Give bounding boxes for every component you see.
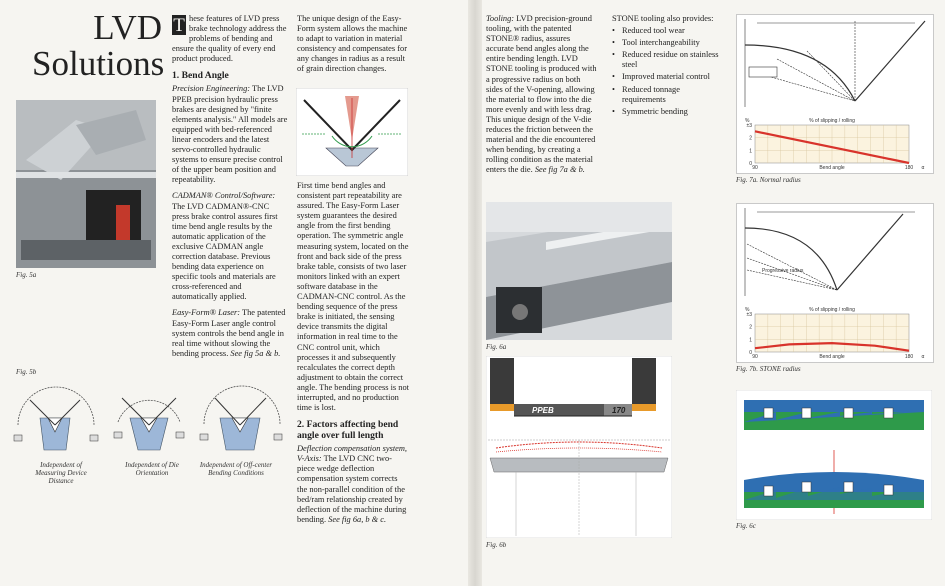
- column-1: [172, 14, 288, 365]
- deflection-paragraph: Deflection compensation system, V-Axis: The LVD CNC two-piece wedge deflection compensation system corrects the non-parallel condition of the bed/ram relationship created by deflection of the machine during bending. See fig 6a, b & c.: [297, 444, 408, 524]
- intro-paragraph: T hese features of LVD press brake technology address the problems of bending and ensure the quality of every end product produced.: [172, 14, 287, 64]
- y-tick-label: 1: [749, 148, 752, 155]
- list-item: • Reduced tonnage requirements: [612, 85, 722, 105]
- fig-6c-caption: Fig. 6c: [736, 522, 756, 530]
- progressive-radius-label: Progressive radius: [762, 268, 804, 274]
- x-axis-label: Bend angle: [819, 165, 845, 171]
- column-3: [486, 14, 598, 182]
- plot-area: [745, 118, 925, 171]
- easyform-paragraph: Easy-Form® Laser: The patented Easy-Form Laser angle control system controls the bend angle in real time without slowing the bending process. See fig 5a & b.: [172, 308, 286, 358]
- plot-area: [745, 307, 925, 360]
- fig-5a-photo: [16, 100, 156, 268]
- page-title: LVD Solutions: [32, 8, 165, 83]
- fig-7b-geometry: [745, 208, 915, 296]
- fig-6b-diagram: [486, 356, 672, 538]
- alpha-label: α: [921, 165, 925, 171]
- alpha-label: α: [921, 354, 925, 360]
- fig-6a-photo: [486, 202, 672, 340]
- fig-7b-chart: [736, 203, 934, 363]
- page-gutter: [468, 0, 482, 586]
- x-tick-label: 90: [752, 165, 758, 171]
- dropcap: T: [173, 15, 185, 36]
- list-item: • Reduced tool wear: [612, 26, 722, 36]
- x-tick-label: 90: [752, 354, 758, 360]
- column-2-top: [297, 14, 409, 81]
- fig-7a-chart: [736, 14, 934, 174]
- y-tick-label: 1: [749, 337, 752, 344]
- y-tick-label: 0: [749, 350, 752, 356]
- list-item: • Reduced residue on stainless steel: [612, 50, 722, 70]
- list-item: • Tool interchangeability: [612, 38, 722, 48]
- x-tick-label: 180: [904, 354, 914, 360]
- fig-5b-diagram: [10, 380, 290, 460]
- fig-5b-label-1: Independent of Measuring Device Distance: [35, 461, 87, 485]
- fig-6c-diagram: [736, 390, 932, 520]
- cadman-paragraph: CADMAN® Control/Software: The LVD CADMAN®-CNC press brake control assures first time bend angle results by the automatic application of the exclusive CADMAN angle correction database. Previous bending data experience on specific tools and materials are cross-referenced and automatically applied.: [172, 191, 278, 302]
- fig-6b-machine-number: 170: [612, 406, 626, 415]
- y-tick-label: ±3: [746, 123, 752, 129]
- fig-7a-geometry: [745, 19, 925, 107]
- list-item: • Symmetric bending: [612, 107, 722, 117]
- plot-top-label: % of slipping / rolling: [809, 118, 855, 124]
- stone-lead: STONE tooling also provides:: [612, 14, 714, 23]
- y-axis-label: %: [745, 307, 750, 313]
- plot-top-label: % of slipping / rolling: [809, 307, 855, 313]
- fig-6a-caption: Fig. 6a: [486, 343, 507, 351]
- fig-5a-caption: Fig. 5a: [16, 271, 37, 279]
- heading-bend-angle: 1. Bend Angle: [172, 70, 229, 82]
- stone-benefits-list: [612, 26, 722, 117]
- fig-7a-caption: Fig. 7a. Normal radius: [736, 176, 801, 184]
- fig-5b-label-3: Independent of Off-center Bending Conditions: [199, 461, 273, 477]
- tooling-paragraph: Tooling: LVD precision-ground tooling, with the patented STONE® radius, assures accurate bend angles along the entire bending length. LVD STONE tooling is produced with a progressive radius on both sides of the V-opening, allowing the material to flow into the die more evenly and with less drag. This unique design of the V-die reduces the friction between the material and the die encountered when bending, by creating a rolling condition as the material enters the die. See fig 7a & b.: [486, 14, 597, 175]
- precision-paragraph: Precision Engineering: The LVD PPEB precision hydraulic press brakes are designed by "finite elements analysis." All models are equipped with bed-referenced linear encoders and the latest servo-controlled hydraulic systems to ensure precise control of the upper beam position and repeatability.: [172, 84, 288, 185]
- y-tick-label: 0: [749, 161, 752, 167]
- fig-6b-machine-label: PPEB: [532, 406, 554, 415]
- x-tick-label: 180: [904, 165, 914, 171]
- column-4: [612, 14, 722, 119]
- fig-5b-label-2: Independent of Die Orientation: [125, 461, 179, 477]
- fig-6b-caption: Fig. 6b: [486, 541, 507, 549]
- first-time-paragraph: First time bend angles and consistent part repeatability are assured. The Easy-Form Laser system guarantees the desired angle from the first bending operation. The symmetric angle measuring system, located on the front and back side of the press brake table, consists of two laser monitors linked with an expert software database in the CADMAN-CNC control. As the bending sequence of the press brake is initiated, the sensing device transmits the digital information in real time to the CNC control unit, which processes it and subsequently recalculates the correct depth adjustment to obtain the correct angle. The bending process is not interrupted, and no production time is lost.: [297, 181, 409, 413]
- y-tick-label: ±3: [746, 312, 752, 318]
- fig-5b-caption: Fig. 5b: [16, 368, 37, 376]
- heading-factors: 2. Factors affecting bend angle over full length: [297, 419, 399, 442]
- y-tick-label: 2: [749, 135, 752, 142]
- easyform-design-paragraph: The unique design of the Easy-Form system allows the machine to adapt to variation in material consistency and compensates for any changes in radius as a result of grain direction changes.: [297, 14, 408, 74]
- y-axis-label: %: [745, 118, 750, 124]
- easyform-bend-diagram: [296, 88, 408, 176]
- column-2-bottom: [297, 181, 409, 531]
- list-item: • Improved material control: [612, 72, 722, 82]
- x-axis-label: Bend angle: [819, 354, 845, 360]
- y-tick-label: 2: [749, 324, 752, 331]
- fig-7b-caption: Fig. 7b. STONE radius: [736, 365, 801, 373]
